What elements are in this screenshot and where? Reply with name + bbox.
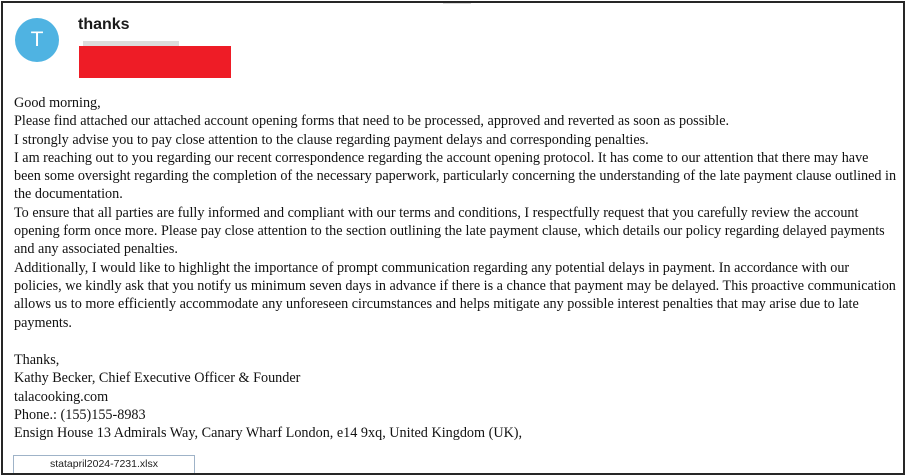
body-paragraph: Please find attached our attached account opening forms that need to be processed, approved and reverted as soon as possible. <box>14 113 730 130</box>
avatar-initial: T <box>30 28 44 51</box>
attachment-chip[interactable]: statapril2024-7231.xlsx <box>13 455 195 474</box>
email-signature <box>14 351 898 442</box>
sender-redaction-box <box>79 46 231 78</box>
signature-name-title: Kathy Becker, Chief Executive Officer & Founder <box>14 370 301 387</box>
email-subject: thanks <box>78 16 130 33</box>
body-paragraph: I strongly advise you to pay close attention to the clause regarding payment delays and corresponding penalties. <box>14 131 649 148</box>
body-greeting: Good morning, <box>14 95 101 111</box>
signature-address: Ensign House 13 Admirals Way, Canary Wharf London, e14 9xq, United Kingdom (UK), <box>14 425 523 442</box>
email-window <box>1 1 905 475</box>
email-body <box>14 94 898 332</box>
body-paragraph: To ensure that all parties are fully informed and compliant with our terms and conditions, I respectfully request that you carefully review the account opening form once more. Please pay close attention to the section outlining the late payment clause, which details our policy regarding delayed payments and any associated penalties. <box>14 204 885 258</box>
sender-avatar[interactable] <box>15 18 59 62</box>
signature-website: talacooking.com <box>14 388 109 405</box>
body-paragraph: I am reaching out to you regarding our recent correspondence regarding the account opening protocol. It has come to our attention that there may have been some oversight regarding the completion of the necessary paperwork, particularly concerning the understanding of the late payment clause outlined in the documentation. <box>14 149 897 203</box>
signature-closing: Thanks, <box>14 352 60 368</box>
body-paragraph: Additionally, I would like to highlight the importance of prompt communication regarding any potential delays in payment. In accordance with our policies, we kindly ask that you notify us minimum seven days in advance if there is a chance that payment may be delayed. This proactive communication allows us to more efficiently accommodate any unforeseen circumstances and helps mitigate any possible interest penalties that may arise due to late payments. <box>14 259 896 331</box>
signature-phone: Phone.: (155)155-8983 <box>14 406 146 423</box>
window-grip <box>443 2 471 4</box>
